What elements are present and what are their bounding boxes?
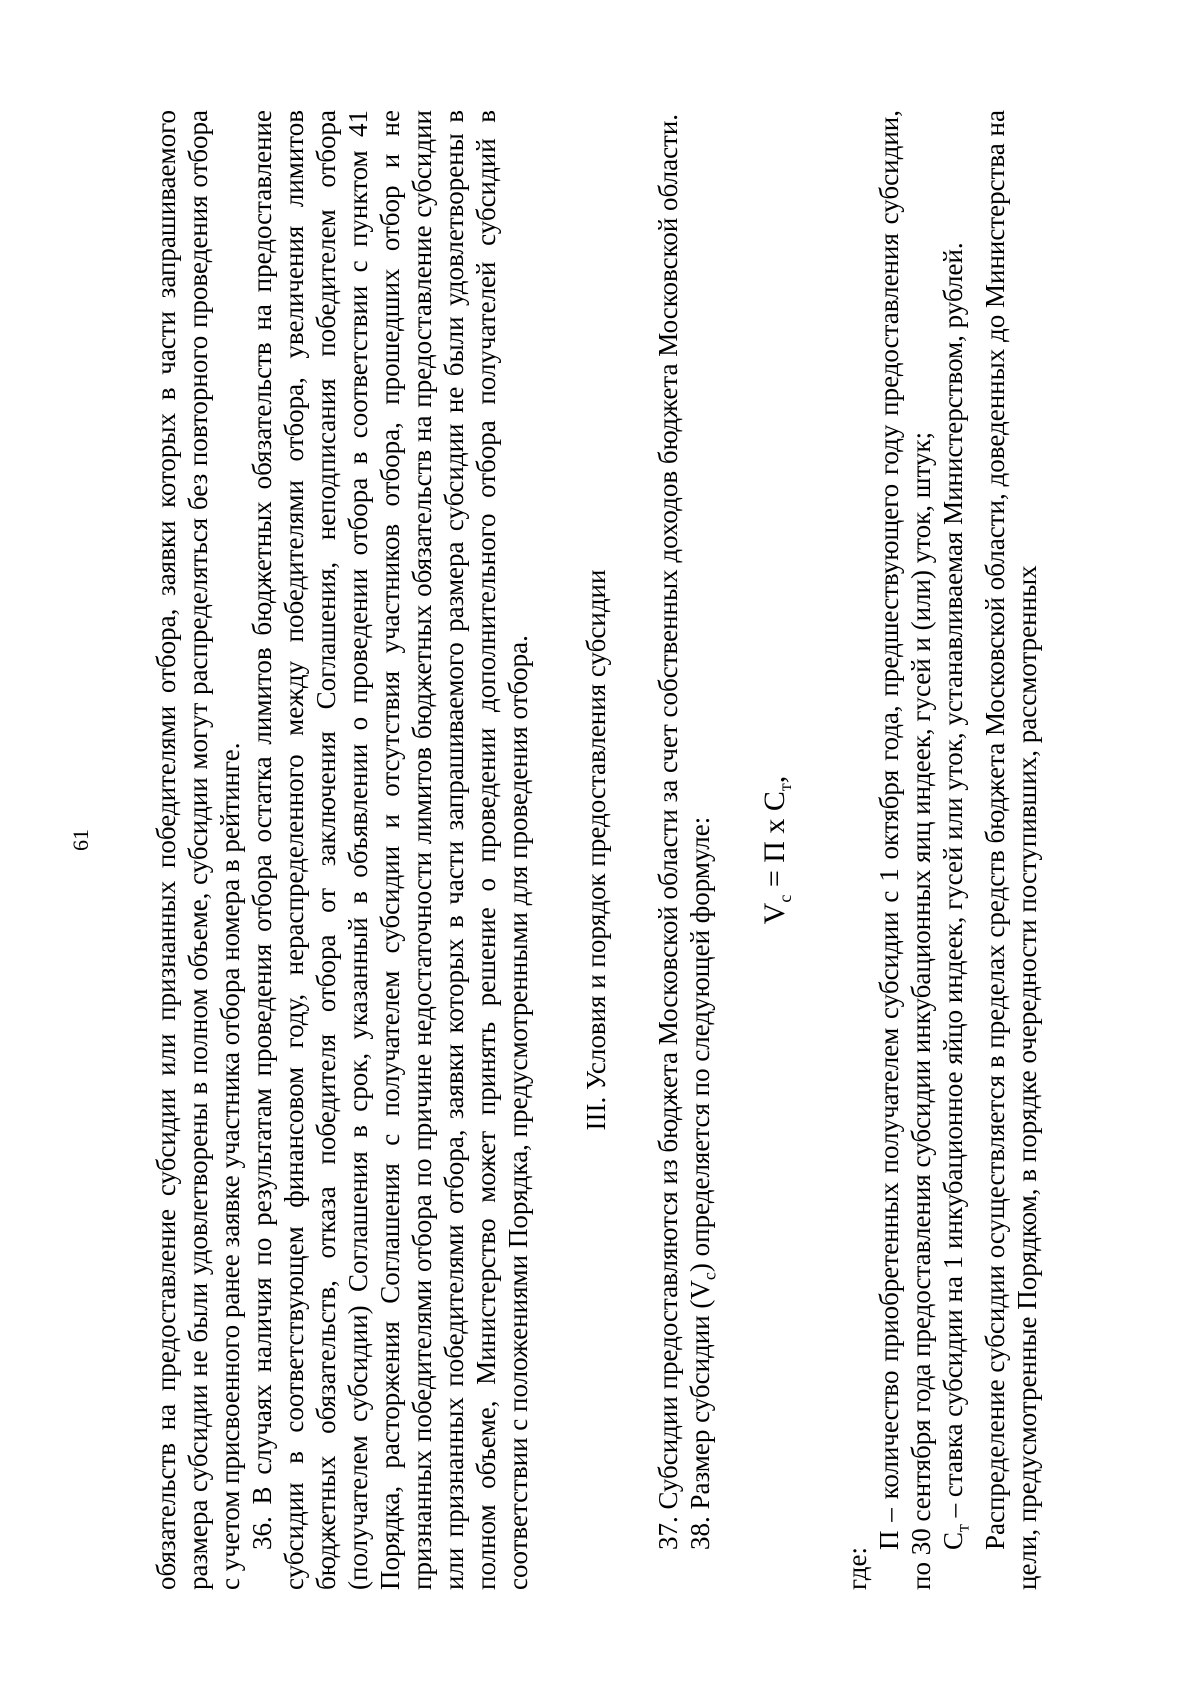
where-label: где: xyxy=(842,1547,873,1590)
paragraph-38: 38. Размер субсидии $(V_с)$ определяется по следующей формуле: xyxy=(685,816,720,1550)
paragraph-36: 36. В случаях наличия по результатам проведения отбора остатка лимитов бюджетных обязательств на предоставление субсидии в соответствующем финансовом году, нераспределенного между победителями отбора, увеличения лимитов бюджетных обязательств, отказа победителя отбора от заключения Соглашения, неподписания победителем отбора (получателем субсидии) Соглашения в срок, указанный в объявлении о проведении отбора в соответствии с пунктом 41 Порядка, расторжения Соглашения с получателем субсидии и отсутствия участников отбора, прошедших отбор и не признанных победителями отбора по причине недостаточности лимитов бюджетных обязательств на предоставление субсидии или признанных победителями отбора, заявки которых в части запрашиваемого размера субсидии не были удовлетворены в полном объеме, Министерство может принять решение о проведении дополнительного отбора получателей субсидий в соответствии с положениями Порядка, предусмотренными для проведения отбора. xyxy=(247,110,533,1590)
section-heading: III. Условия и порядок предоставления субсидии xyxy=(581,569,611,1131)
paragraph-37: 37. Субсидии предоставляются из бюджета Московской области за счет собственных доходов бюджета Московской области. xyxy=(653,113,683,1550)
definition-p: П – количество приобретенных получателем субсидии с 1 октября года, предшествующего году предоставления субсидии, по 30 сентября года предоставления субсидии инкубационных яиц индеек, гусей и (или) уток, штук; xyxy=(874,110,937,1590)
page-number: 61 xyxy=(68,829,93,851)
definition-c: $С_т$ – ставка субсидии на 1 инкубационное яйцо индеек, гусей или уток, устанавливаемая Министерством, рублей. xyxy=(938,242,973,1550)
formula: $V_с = П$ х $С_т$, xyxy=(758,775,796,925)
paragraph-continuation: обязательств на предоставление субсидии или признанных победителями отбора, заявки которых в части запрашиваемого размера субсидии не были удовлетворены в полном объеме, субсидии могут распределяться без повторного проведения отбора с учетом присвоенного ранее заявке участника отбора номера в рейтинге. xyxy=(151,110,245,1590)
rotated-text-block xyxy=(68,110,1070,1590)
paragraph-distribution: Распределение субсидии осуществляется в пределах средств бюджета Московской области, доведенных до Министерства на цели, предусмотренные Порядком, в порядке очередности поступивших, рассмотренных xyxy=(979,110,1042,1590)
